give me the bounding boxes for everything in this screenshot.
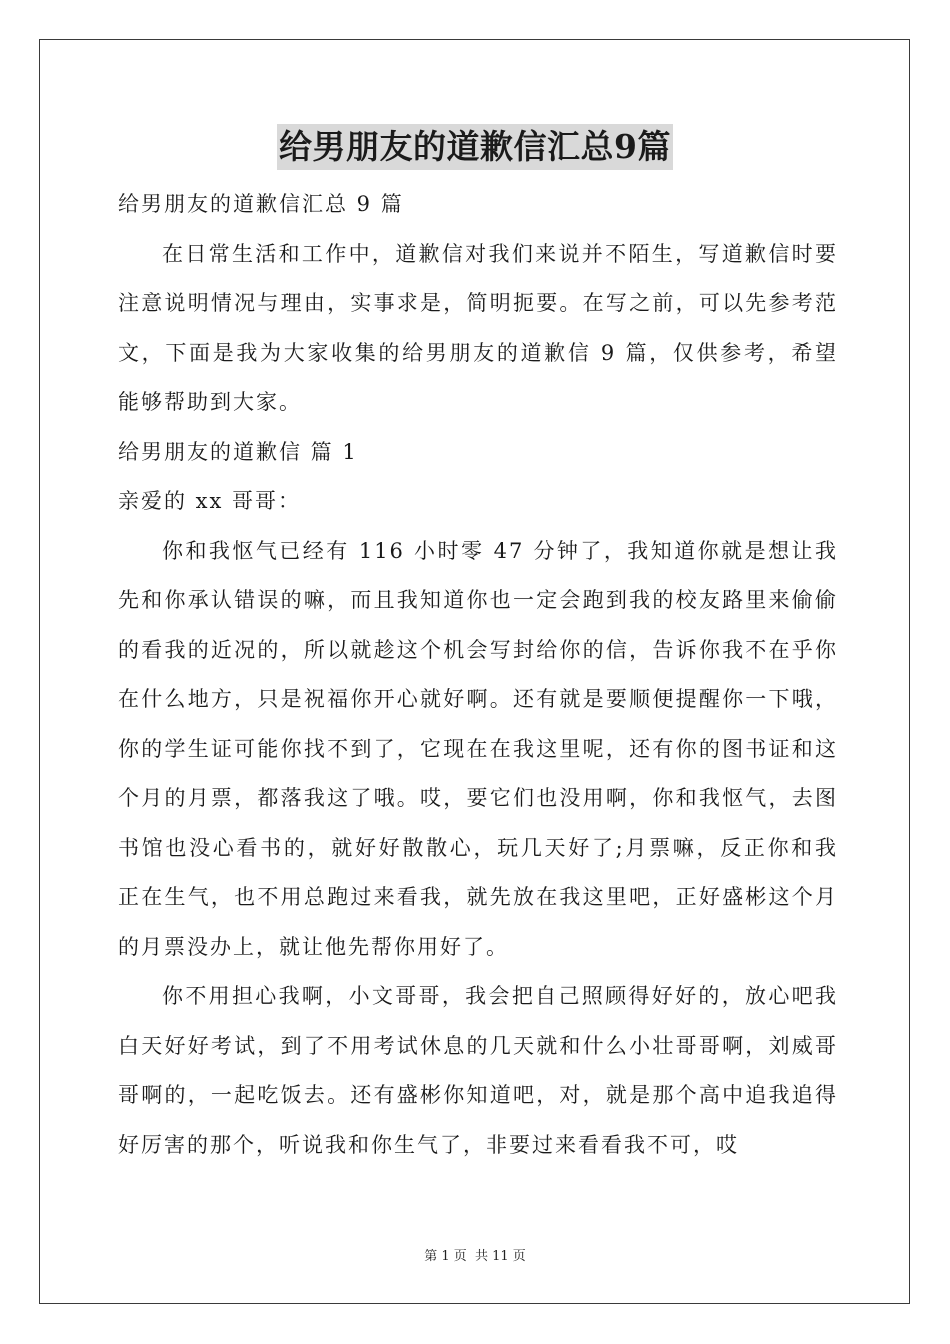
intro-paragraph: 在日常生活和工作中，道歉信对我们来说并不陌生，写道歉信时要注意说明情况与理由，实事求是，简明扼要。在写之前，可以先参考范文，下面是我为大家收集的给男朋友的道歉信 9 篇，仅供参考，希望能够帮助到大家。 bbox=[118, 241, 838, 414]
page-total: 共 11 页 bbox=[474, 1249, 526, 1264]
page-footer bbox=[0, 1245, 950, 1264]
document-title: 给男朋友的道歉信汇总9篇 bbox=[277, 124, 673, 170]
body-paragraph: 你不用担心我啊，小文哥哥，我会把自己照顾得好好的，放心吧我白天好好考试，到了不用考试休息的几天就和什么小壮哥哥啊，刘威哥哥啊的，一起吃饭去。还有盛彬你知道吧，对，就是那个高中追我追得好厉害的那个，听说我和你生气了，非要过来看看我不可，哎 bbox=[118, 984, 838, 1157]
page-number: 第 1 页 bbox=[424, 1249, 467, 1264]
document-subtitle: 给男朋友的道歉信汇总 9 篇 bbox=[118, 192, 404, 216]
document-body bbox=[118, 180, 838, 1170]
body-paragraph: 你和我怄气已经有 116 小时零 47 分钟了，我知道你就是想让我先和你承认错误的嘛，而且我知道你也一定会跑到我的校友路里来偷偷的看我的近况的，所以就趁这个机会写封给你的信，告诉你我不在乎你在什么地方，只是祝福你开心就好啊。还有就是要顺便提醒你一下哦，你的学生证可能你找不到了，它现在在我这里呢，还有你的图书证和这个月的月票，都落我这了哦。哎，要它们也没用啊，你和我怄气，去图书馆也没心看书的，就好好散散心，玩几天好了;月票嘛，反正你和我正在生气，也不用总跑过来看我，就先放在我这里吧，正好盛彬这个月的月票没办上，就让他先帮你用好了。 bbox=[118, 538, 838, 959]
section-heading: 给男朋友的道歉信 篇 1 bbox=[118, 439, 358, 464]
title-container bbox=[0, 124, 950, 170]
salutation: 亲爱的 xx 哥哥： bbox=[118, 489, 302, 513]
